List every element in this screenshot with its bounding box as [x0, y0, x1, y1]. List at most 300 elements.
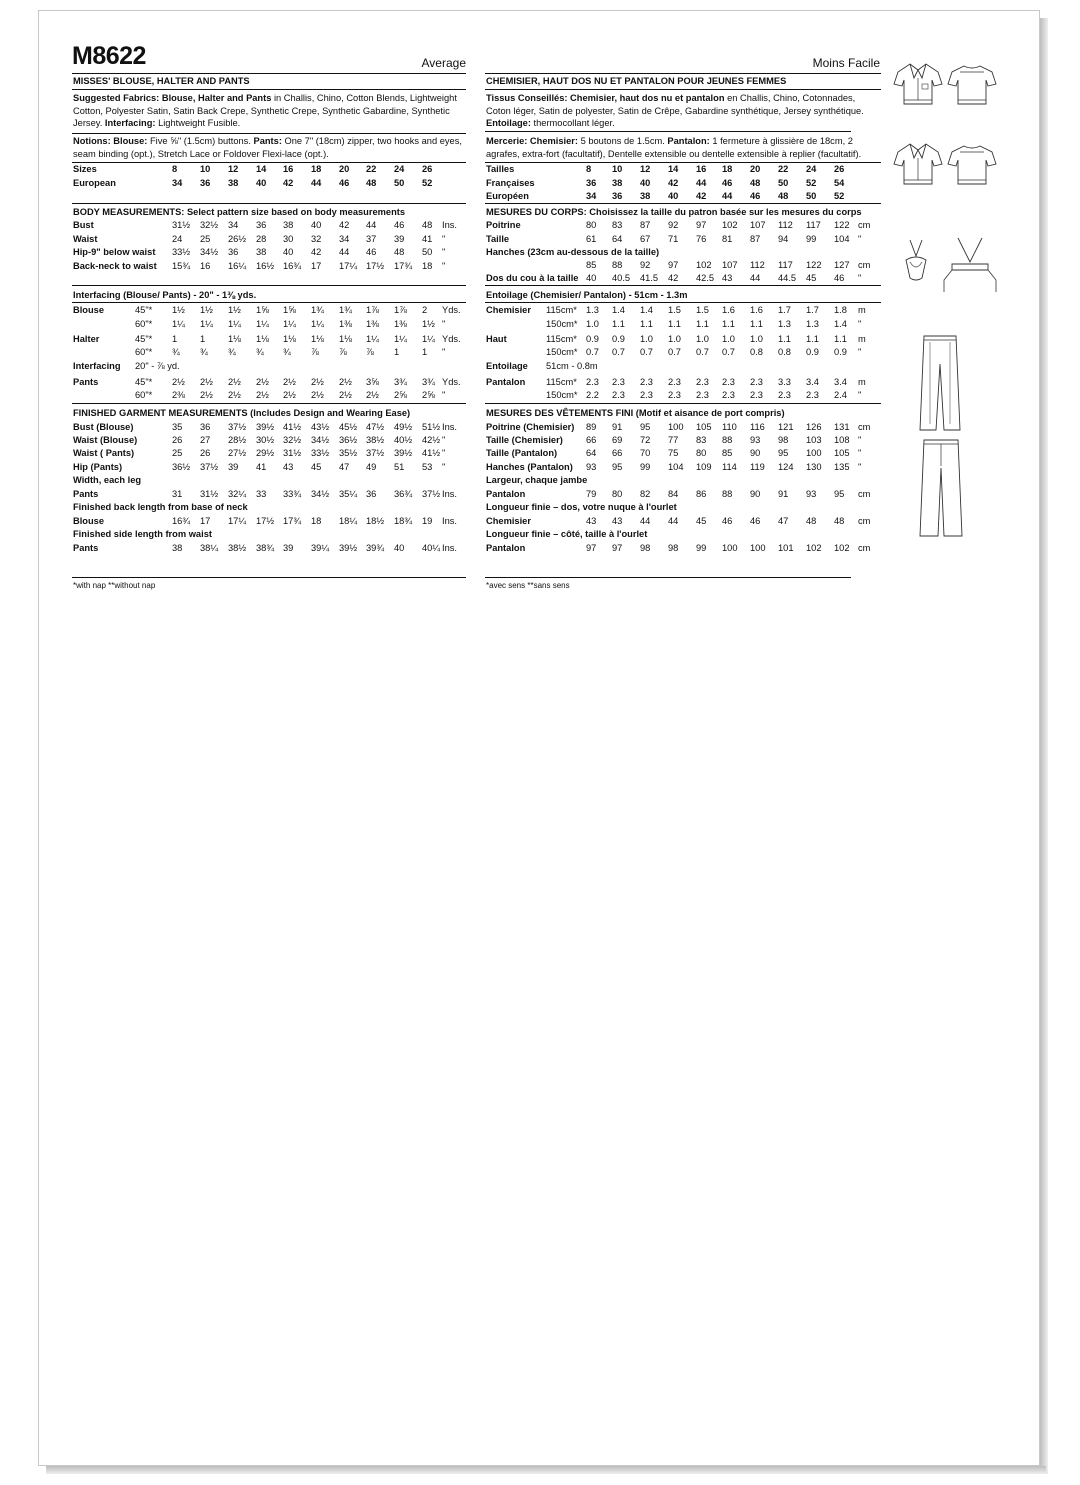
size-value: 48	[806, 516, 817, 526]
rule-line	[72, 89, 466, 90]
row-label: Chemisier	[486, 305, 531, 315]
size-value: 1.0	[668, 334, 681, 344]
size-value: 1⅛	[339, 334, 352, 344]
size-value: 98	[668, 543, 679, 553]
size-value: 117	[778, 260, 793, 270]
footnote: *with nap **without nap	[73, 581, 156, 590]
size-value: 50	[422, 247, 433, 257]
size-value: 38	[612, 178, 623, 188]
blouse-front-view	[892, 60, 944, 110]
size-value: 26	[834, 164, 845, 174]
size-value: 42.5	[696, 273, 715, 283]
size-value: 64	[586, 448, 597, 458]
size-value: 38½	[228, 543, 247, 553]
size-value: 76	[696, 234, 707, 244]
size-value: 40.5	[612, 273, 631, 283]
text-run: Mercerie: Chemisier:	[486, 136, 578, 146]
row-label: Sizes	[73, 164, 97, 174]
unit: Ins.	[442, 516, 457, 526]
size-value: 2.3	[722, 377, 735, 387]
unit: cm	[858, 422, 871, 432]
size-value: 52	[422, 178, 433, 188]
size-value: 1.7	[778, 305, 791, 315]
size-value: 2½	[256, 377, 269, 387]
size-value: 87	[640, 220, 651, 230]
unit: "	[858, 273, 862, 283]
size-value: 26	[200, 448, 211, 458]
size-value: 2½	[339, 377, 352, 387]
unit: "	[442, 390, 446, 400]
size-value: 44	[696, 178, 707, 188]
size-value: 17¼	[339, 260, 358, 271]
size-value: 18	[422, 260, 433, 271]
size-value: 98	[640, 543, 651, 553]
rule-line	[72, 203, 466, 204]
size-value: 1¼	[172, 319, 185, 329]
size-value: 16½	[256, 260, 275, 271]
size-value: 44	[750, 273, 761, 283]
size-value: 0.7	[668, 347, 681, 357]
text-run: Entoilage:	[486, 118, 531, 128]
size-value: 83	[696, 435, 707, 445]
size-value: 34	[228, 220, 239, 230]
size-value: 50	[806, 191, 817, 201]
size-value: 61	[586, 234, 597, 244]
difficulty-level-en: Average	[421, 56, 466, 70]
size-value: 2⅝	[394, 390, 407, 400]
size-value: 2½	[283, 377, 296, 387]
size-value: 66	[612, 448, 623, 458]
size-value: 2½	[366, 390, 379, 400]
size-value: 46	[366, 247, 377, 257]
size-value: 46	[394, 220, 405, 230]
row-label: Halter	[73, 334, 100, 344]
row-label: Longueur finie – dos, votre nuque à l'ourlet	[486, 502, 677, 512]
size-value: 1½	[228, 305, 241, 315]
size-value: 1.3	[586, 305, 599, 315]
size-value: 99	[640, 462, 651, 472]
row-label: Hanches (Pantalon)	[486, 462, 573, 472]
row-label: Pants	[73, 543, 99, 553]
text-run: Five ⅝" (1.5cm) buttons.	[147, 136, 254, 146]
row-label: Waist	[73, 233, 98, 244]
row-label: Taille	[486, 234, 510, 244]
size-value: 42	[696, 191, 707, 201]
row-label: Largeur, chaque jambe	[486, 475, 588, 485]
size-value: 105	[834, 448, 850, 458]
row-label: Entoilage	[486, 361, 528, 371]
size-value: 1.0	[586, 319, 599, 329]
size-value: 35	[172, 422, 183, 432]
size-value: 44	[339, 247, 350, 257]
row-label: Pants	[73, 489, 99, 499]
size-value: 83	[612, 220, 623, 230]
size-value: 36	[612, 191, 623, 201]
text-run: en Challis, Chino, Cotonnades, Coton léger, Satin de polyester, Satin de Crêpe, Gabardine synthétique, Jersey synthétique.	[486, 93, 864, 116]
size-value: 1⅛	[256, 334, 269, 344]
fabric-width: 150cm*	[546, 347, 578, 357]
size-value: 2½	[228, 390, 241, 400]
size-value: 20	[339, 164, 350, 174]
size-value: 97	[696, 220, 707, 230]
size-value: 47	[778, 516, 789, 526]
size-value: 2½	[200, 377, 213, 387]
size-value: 41½	[422, 448, 441, 458]
size-value: 100	[750, 543, 766, 553]
size-value: 35¼	[339, 489, 358, 499]
finished-measurements-heading: FINISHED GARMENT MEASUREMENTS (Includes Design and Wearing Ease)	[73, 408, 411, 418]
row-label: Hip-9" below waist	[73, 247, 156, 257]
size-value: 43	[722, 273, 733, 283]
size-value: 1.1	[778, 334, 791, 344]
finished-measurements-heading: MESURES DES VÊTEMENTS FINI (Motif et aisance de port compris)	[486, 408, 785, 418]
size-value: 97	[586, 543, 597, 553]
size-value: 1¼	[200, 319, 213, 329]
size-value: 95	[834, 489, 845, 499]
size-value: 51½	[422, 422, 441, 432]
size-value: 1.1	[722, 319, 735, 329]
size-value: 88	[612, 260, 623, 270]
size-value: 44	[366, 220, 377, 230]
size-value: 40	[394, 543, 405, 553]
size-value: 45½	[339, 422, 358, 432]
row-label: Waist (Blouse)	[73, 435, 138, 445]
size-value: 117	[806, 220, 821, 230]
size-value: 17¾	[283, 516, 302, 526]
fabric-width: 60"*	[135, 347, 153, 357]
size-value: ¾	[283, 347, 291, 357]
size-value: 37	[366, 233, 377, 244]
unit: "	[442, 435, 446, 445]
size-value: 114	[722, 462, 737, 472]
size-value: 38½	[366, 435, 385, 445]
size-value: ¾	[256, 347, 264, 357]
size-value: 1¼	[283, 319, 296, 329]
rule-line	[72, 577, 466, 578]
size-value: 1½	[422, 319, 435, 329]
size-value: 1.1	[834, 334, 847, 344]
size-value: 1.1	[612, 319, 625, 329]
rule-line	[72, 302, 466, 303]
size-value: 52	[806, 178, 817, 188]
size-value: 18½	[366, 516, 385, 526]
interfacing-heading: Entoilage (Chemisier/ Pantalon) - 51cm - 1.3m	[486, 290, 688, 300]
size-value: 87	[750, 234, 761, 244]
rule-line	[485, 89, 881, 90]
rule-line	[72, 285, 466, 286]
size-value: 95	[778, 448, 789, 458]
row-label: Hanches (23cm au-dessous de la taille)	[486, 247, 660, 257]
size-value: 31½	[172, 220, 191, 230]
size-value: 107	[722, 260, 738, 270]
size-value: 1.3	[778, 319, 791, 329]
size-value: 36	[228, 247, 239, 257]
size-value: 34	[586, 191, 597, 201]
size-value: 43	[586, 516, 597, 526]
size-value: 1⅛	[311, 334, 324, 344]
size-value: 39¼	[311, 543, 330, 553]
size-value: 1.4	[612, 305, 625, 315]
size-value: 1.1	[806, 334, 819, 344]
size-value: 18	[311, 164, 322, 174]
size-value: 98	[778, 435, 789, 445]
difficulty-level-fr: Moins Facile	[812, 56, 880, 70]
text-run: thermocollant léger.	[530, 118, 615, 128]
size-value: 37½	[422, 489, 441, 499]
size-value: 40	[256, 178, 267, 188]
size-value: 70	[640, 448, 651, 458]
size-value: 39	[394, 233, 405, 244]
size-value: 0.7	[586, 347, 599, 357]
size-value: 1.7	[806, 305, 819, 315]
size-value: 53	[422, 462, 433, 472]
size-value: 15¾	[172, 260, 191, 271]
rule-line	[485, 302, 881, 303]
size-value: 43	[283, 462, 294, 472]
size-value: 29½	[256, 448, 275, 458]
size-value: 1⅜	[366, 319, 379, 329]
size-value: 90	[750, 489, 761, 499]
size-value: 124	[778, 462, 794, 472]
size-value: 37½	[228, 422, 247, 432]
row-label: Haut	[486, 334, 507, 344]
size-value: 51	[394, 462, 405, 472]
size-value: 3¾	[422, 377, 435, 387]
size-value: 1⅞	[366, 305, 379, 315]
size-value: 1¼	[422, 334, 435, 344]
unit: Ins.	[442, 422, 457, 432]
size-value: 130	[806, 462, 822, 472]
size-value: 50	[778, 178, 789, 188]
size-value: ⅞	[311, 347, 319, 357]
row-label: Width, each leg	[73, 475, 142, 485]
size-value: 12	[228, 164, 239, 174]
size-value: 99	[696, 543, 707, 553]
size-value: 1¼	[256, 319, 269, 329]
unit: Ins.	[442, 489, 457, 499]
size-value: 34½	[200, 247, 219, 257]
size-value: 48	[750, 178, 761, 188]
size-value: 17½	[366, 260, 385, 271]
size-value: 39½	[394, 448, 413, 458]
size-value: 102	[806, 543, 822, 553]
size-value: 69	[612, 435, 623, 445]
size-value: 42	[668, 273, 679, 283]
size-value: 67	[640, 234, 651, 244]
size-value: 101	[778, 543, 794, 553]
unit: "	[442, 233, 446, 244]
size-value: 43	[612, 516, 623, 526]
size-value: 1.8	[834, 305, 847, 315]
size-value: 71	[668, 234, 679, 244]
size-value: 2½	[256, 390, 269, 400]
size-value: 39	[283, 543, 294, 553]
size-value: 41.5	[640, 273, 659, 283]
unit: "	[858, 234, 862, 244]
rule-line	[485, 203, 881, 204]
size-value: 41	[256, 462, 267, 472]
size-value: 75	[668, 448, 679, 458]
size-value: 41½	[283, 422, 302, 432]
size-value: 14	[668, 164, 679, 174]
unit: "	[858, 435, 862, 445]
size-value: 44	[668, 516, 679, 526]
size-value: 0.9	[834, 347, 847, 357]
size-value: 32¼	[228, 489, 247, 499]
size-value: 44	[311, 178, 322, 188]
fabric-width: 45"*	[135, 305, 153, 315]
fabric-width: 115cm*	[546, 305, 577, 315]
size-value: 34	[172, 178, 183, 188]
size-value: 33½	[172, 247, 191, 257]
row-label: Pantalon	[486, 489, 526, 499]
text-run: 1 fermeture à glissière de 18cm, 2 agrafes, extra-fort (facultatif), Dentelle extensible ou dentelle extensible à replier (facultatif).	[486, 136, 862, 159]
fabric-width: 45"*	[135, 334, 153, 344]
row-label: European	[73, 178, 116, 188]
size-value: 36	[366, 489, 377, 499]
size-value: 42	[339, 220, 350, 230]
size-value: 22	[366, 164, 377, 174]
row-label: Finished back length from base of neck	[73, 502, 248, 512]
yardage-row	[0, 304, 1080, 317]
unit: "	[858, 462, 862, 472]
size-value: 38¼	[200, 543, 219, 553]
size-value: 18¾	[394, 516, 413, 526]
unit: "	[858, 390, 862, 400]
fabric-width: 60"*	[135, 390, 153, 400]
size-value: 1⅝	[283, 305, 296, 315]
size-value: 104	[834, 234, 850, 244]
size-value: 1	[394, 347, 400, 357]
size-value: 103	[806, 435, 822, 445]
size-value: 0.7	[640, 347, 653, 357]
size-value: 81	[722, 234, 733, 244]
size-value: 46	[722, 178, 733, 188]
size-value: 32½	[283, 435, 302, 445]
size-value: 17¼	[228, 516, 247, 526]
size-value: ¾	[172, 347, 180, 357]
size-value: 88	[722, 435, 733, 445]
size-value: 3.4	[834, 377, 847, 387]
text-run: Suggested Fabrics: Blouse, Halter and Pants	[73, 93, 272, 103]
row-label: Dos du cou à la taille	[486, 273, 579, 283]
size-value: 0.9	[612, 334, 625, 344]
notions	[73, 135, 465, 160]
fabric-width: 51cm - 0.8m	[546, 361, 598, 371]
size-value: 93	[750, 435, 761, 445]
pants-back-view	[910, 438, 972, 540]
size-value: 44	[722, 191, 733, 201]
row-label: Poitrine	[486, 220, 521, 230]
size-value: 91	[612, 422, 623, 432]
size-value: 2½	[172, 377, 185, 387]
size-value: 2.3	[806, 390, 819, 400]
size-value: 1.0	[750, 334, 763, 344]
size-value: 40½	[394, 435, 413, 445]
row-label: Chemisier	[486, 516, 531, 526]
size-value: 2.2	[586, 390, 599, 400]
size-value: 25	[200, 233, 211, 244]
unit: "	[442, 319, 446, 329]
size-value: 2.3	[778, 390, 791, 400]
size-value: 34½	[311, 435, 330, 445]
size-value: 93	[806, 489, 817, 499]
size-value: 2.3	[586, 377, 599, 387]
size-value: 85	[586, 260, 597, 270]
size-value: 50	[394, 178, 405, 188]
size-value: 10	[200, 164, 211, 174]
size-value: 38	[228, 178, 239, 188]
unit: Yds.	[442, 305, 461, 315]
size-value: 1½	[172, 305, 185, 315]
body-measurement-row	[0, 219, 1080, 232]
size-value: 119	[750, 462, 765, 472]
unit: cm	[858, 489, 871, 499]
unit: "	[442, 448, 446, 458]
unit: Yds.	[442, 377, 461, 387]
size-value: 95	[612, 462, 623, 472]
size-value: 40	[668, 191, 679, 201]
size-value: 80	[696, 448, 707, 458]
size-value: 39½	[339, 543, 358, 553]
size-value: 2.3	[696, 390, 709, 400]
size-value: 3¾	[394, 377, 407, 387]
size-value: 0.7	[696, 347, 709, 357]
size-value: 48	[422, 220, 433, 230]
size-value: 48	[366, 178, 377, 188]
size-value: 49	[366, 462, 377, 472]
unit: cm	[858, 543, 871, 553]
text-run: in Challis, Chino, Cotton Blends, Lightweight Cotton, Polyester Satin, Satin Back Crepe, Synthetic Crepe, Synthetic Gabardine, Synthetic Jersey.	[73, 93, 457, 128]
size-value: 19	[422, 516, 433, 526]
size-value: 100	[722, 543, 738, 553]
size-value: 2½	[311, 390, 324, 400]
size-value: 36	[586, 178, 597, 188]
size-value: 24	[806, 164, 817, 174]
size-value: 2½	[200, 390, 213, 400]
size-value: 38¾	[256, 543, 275, 553]
size-value: 2⅝	[422, 390, 435, 400]
size-value: 105	[696, 422, 712, 432]
size-value: 112	[750, 260, 765, 270]
size-value: 1⅛	[283, 334, 296, 344]
size-value: 36	[200, 422, 211, 432]
size-value: 16	[283, 164, 294, 174]
size-value: 1¾	[311, 305, 324, 315]
size-value: 37½	[200, 462, 219, 472]
rule-line	[485, 131, 851, 132]
size-value: 1⅝	[256, 305, 269, 315]
size-value: 110	[722, 422, 737, 432]
unit: cm	[858, 260, 871, 270]
size-value: 47	[339, 462, 350, 472]
size-value: 39¾	[366, 543, 385, 553]
size-value: 1.1	[750, 319, 763, 329]
size-value: 24	[172, 233, 183, 244]
size-value: 88	[722, 489, 733, 499]
size-value: 1⅛	[228, 334, 241, 344]
size-value: 84	[668, 489, 679, 499]
size-value: 3.4	[806, 377, 819, 387]
size-value: 109	[696, 462, 712, 472]
size-value: 31½	[200, 489, 219, 499]
size-value: 0.9	[586, 334, 599, 344]
size-value: 43½	[311, 422, 330, 432]
size-value: 1.3	[806, 319, 819, 329]
european-sizes-row	[0, 190, 1080, 203]
size-value: 107	[750, 220, 766, 230]
size-value: 1	[422, 347, 428, 357]
